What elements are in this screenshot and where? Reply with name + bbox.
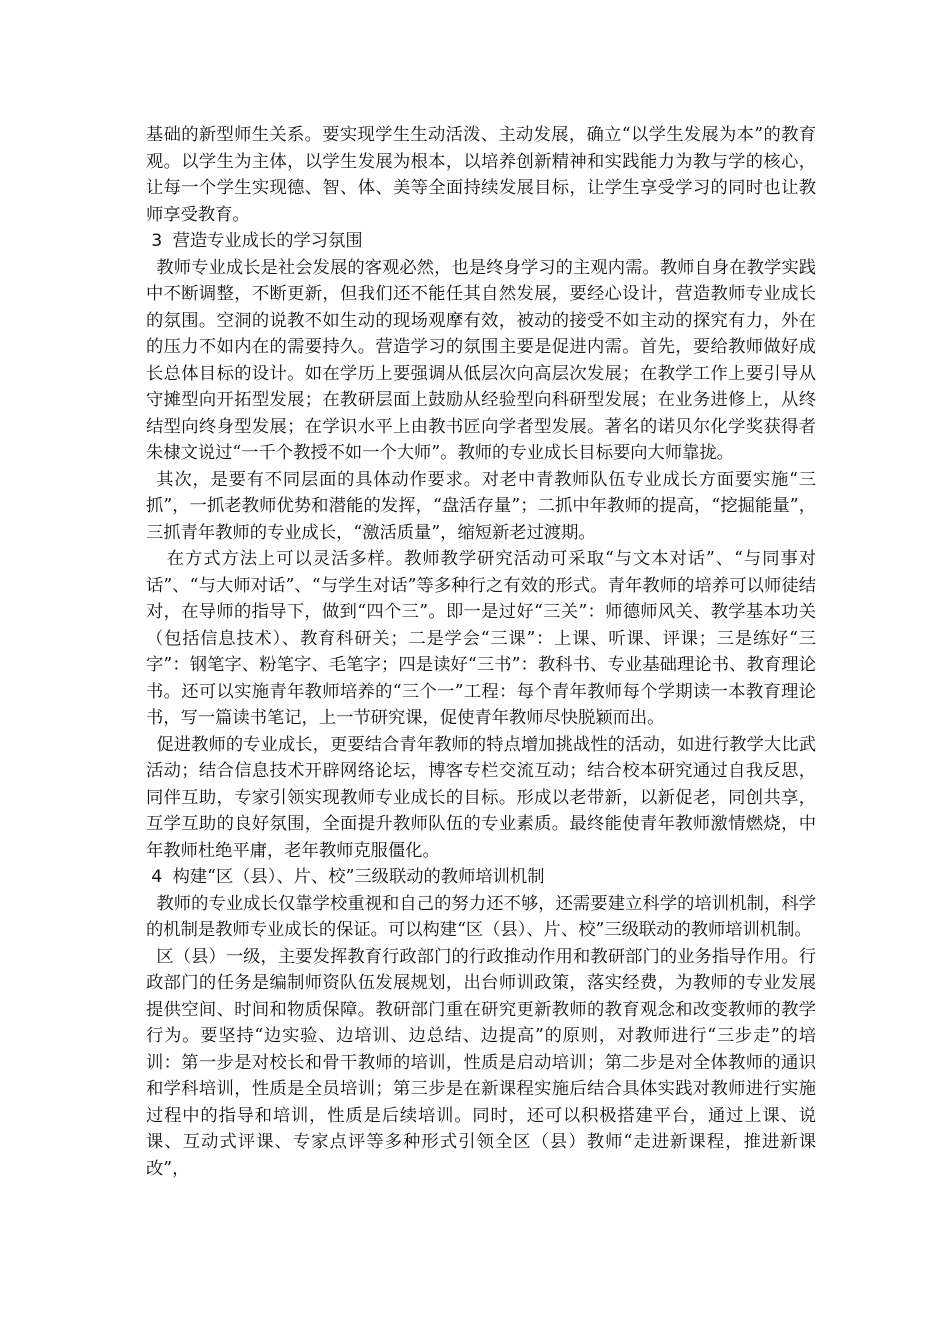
paragraph: 促进教师的专业成长，更要结合青年教师的特点增加挑战性的活动，如进行教学大比武活动；结合信息技术开辟网络论坛，博客专栏交流互动；结合校本研究通过自我反思，同伴互助，专家引领实现教师专业成长的目标。形成以老带新，以新促老，同创共享，互学互助的良好氛围，全面提升教师队伍的专业素质。最终能使青年教师激情燃烧，中年教师杜绝平庸，老年教师克服僵化。 — [146, 734, 816, 861]
section-4-number: 4 — [151, 867, 163, 887]
section-3-heading — [146, 228, 816, 255]
paragraph: 其次，是要有不同层面的具体动作要求。对老中青教师队伍专业成长方面要实施“三抓”，一抓老教师优势和潜能的发挥，“盘活存量”；二抓中年教师的提高，“挖掘能量”，三抓青年教师的专业成长，“激活质量”，缩短新老过渡期。 — [146, 469, 816, 543]
paragraph-intro: 基础的新型师生关系。要实现学生生动活泼、主动发展，确立“以学生发展为本”的教育观。以学生为主体，以学生发展为根本，以培养创新精神和实践能力为教与学的核心，让每一个学生实现德、智、体、美等全面持续发展目标，让学生享受学习的同时也让教师享受教育。 — [146, 125, 816, 225]
paragraph: 教师的专业成长仅靠学校重视和自己的努力还不够，还需要建立科学的培训机制，科学的机制是教师专业成长的保证。可以构建“区（县）、片、校”三级联动的教师培训机制。 — [146, 893, 816, 940]
section-3-number: 3 — [151, 231, 163, 251]
paragraph: 在方式方法上可以灵活多样。教师教学研究活动可采取“与文本对话”、“与同事对话”、“与大师对话”、“与学生对话”等多种行之有效的形式。青年教师的培养可以师徒结对，在导师的指导下，做到“四个三”。即一是过好“三关”：师德师风关、教学基本功关（包括信息技术）、教育科研关；二是学会“三课”：上课、听课、评课；三是练好“三字”：钢笔字、粉笔字、毛笔字；四是读好“三书”：教科书、专业基础理论书、教育理论书。还可以实施青年教师培养的“三个一”工程：每个青年教师每个学期读一本教育理论书，写一篇读书笔记，上一节研究课，促使青年教师尽快脱颖而出。 — [146, 549, 816, 728]
section-4-heading — [146, 864, 816, 891]
section-3-title: 营造专业成长的学习氛围 — [172, 231, 363, 251]
section-4-title: 构建“区（县）、片、校”三级联动的教师培训机制 — [172, 867, 545, 887]
document-page — [146, 122, 816, 1182]
paragraph: 区（县）一级，主要发挥教育行政部门的行政推动作用和教研部门的业务指导作用。行政部门的任务是编制师资队伍发展规划，出台师训政策，落实经费，为教师的专业发展提供空间、时间和物质保障。教研部门重在研究更新教师的教育观念和改变教师的教学行为。要坚持“边实验、边培训、边总结、边提高”的原则，对教师进行“三步走”的培训：第一步是对校长和骨干教师的培训，性质是启动培训；第二步是对全体教师的通识和学科培训，性质是全员培训；第三步是在新课程实施后结合具体实践对教师进行实施过程中的指导和培训，性质是后续培训。同时，还可以积极搭建平台，通过上课、说课、互动式评课、专家点评等多种形式引领全区（县）教师“走进新课程，推进新课改”， — [146, 946, 816, 1179]
paragraph: 教师专业成长是社会发展的客观必然，也是终身学习的主观内需。教师自身在教学实践中不断调整，不断更新，但我们还不能任其自然发展，要经心设计，营造教师专业成长的氛围。空洞的说教不如生动的现场观摩有效，被动的接受不如主动的探究有力，外在的压力不如内在的需要持久。营造学习的氛围主要是促进内需。首先，要给教师做好成长总体目标的设计。如在学历上要强调从低层次向高层次发展；在教学工作上要引导从守摊型向开拓型发展；在教研层面上鼓励从经验型向科研型发展；在业务进修上，从终结型向终身型发展；在学识水平上由教书匠向学者型发展。著名的诺贝尔化学奖获得者朱棣文说过“一千个教授不如一个大师”。教师的专业成长目标要向大师靠拢。 — [146, 257, 816, 463]
